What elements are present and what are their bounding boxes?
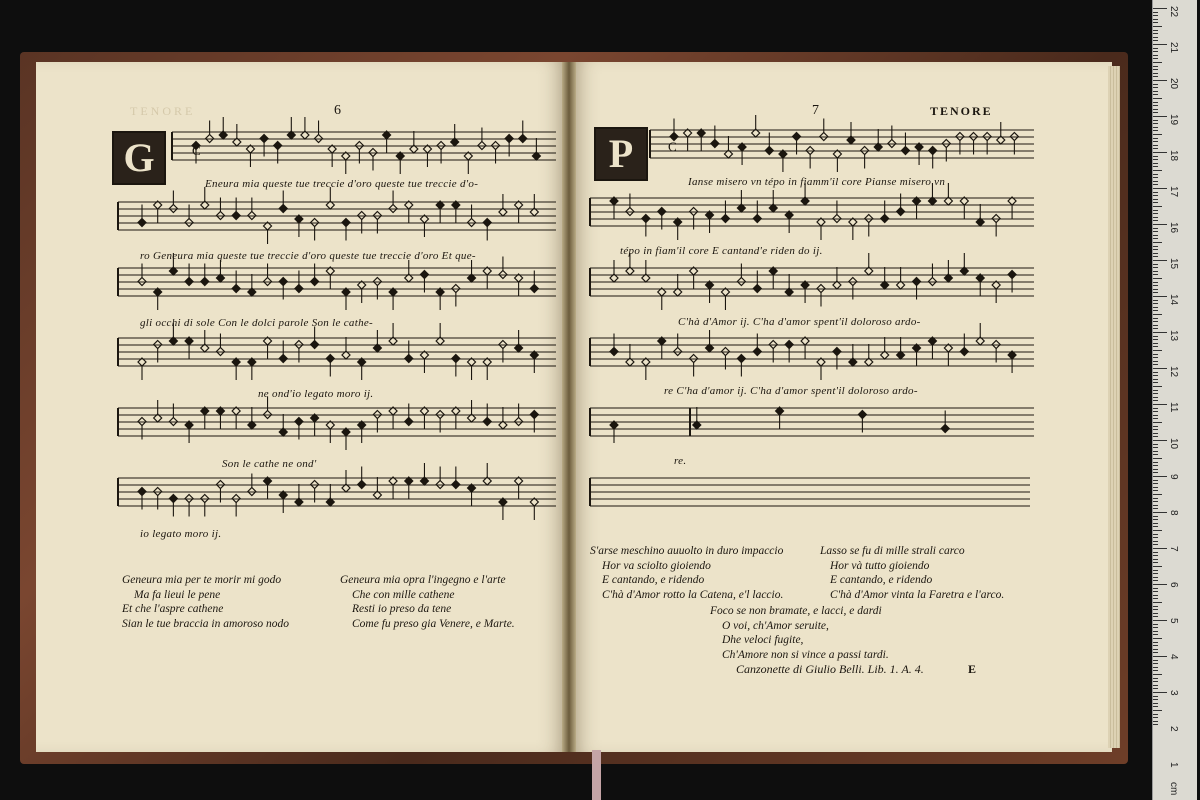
ruler-tick: [1153, 598, 1158, 599]
ruler-tick: [1153, 537, 1158, 538]
ruler-tick: [1153, 393, 1158, 394]
ruler-tick: [1153, 109, 1158, 110]
verse-line: Geneura mia opra l'ingegno e l'arte: [340, 574, 506, 586]
ruler-tick: [1153, 692, 1167, 693]
ruler-tick: [1153, 224, 1167, 225]
ruler-tick: [1153, 422, 1162, 423]
ruler-tick: [1153, 606, 1158, 607]
ruler-tick: [1153, 217, 1158, 218]
ruler-tick: [1153, 296, 1167, 297]
ruler-tick: [1153, 76, 1158, 77]
ruler-tick: [1153, 480, 1158, 481]
right-page-header: TENORE: [930, 104, 993, 118]
ruler-tick: [1153, 152, 1167, 153]
ruler-number: 16: [1168, 222, 1179, 234]
ruler-tick: [1153, 699, 1158, 700]
ruler-tick: [1153, 498, 1158, 499]
ruler-tick: [1153, 303, 1158, 304]
ruler-tick: [1153, 206, 1162, 207]
ruler-tick: [1153, 541, 1158, 542]
ruler-tick: [1153, 462, 1158, 463]
ruler-tick: [1153, 544, 1158, 545]
ruler-tick: [1153, 58, 1158, 59]
verse-line: Foco se non bramate, e lacci, e dardi: [710, 605, 882, 617]
right-verse-stanza-3: [710, 604, 889, 662]
ruler-tick: [1153, 476, 1167, 477]
ruler-tick: [1153, 494, 1162, 495]
music-staff: [590, 323, 1034, 380]
ruler-tick: [1153, 357, 1158, 358]
ruler-tick: [1153, 714, 1158, 715]
ruler-tick: [1153, 112, 1158, 113]
ruler-tick: [1153, 307, 1158, 308]
ruler-tick: [1153, 91, 1158, 92]
ruler-tick: [1153, 87, 1158, 88]
ruler-tick: [1153, 37, 1158, 38]
ruler-tick: [1153, 703, 1158, 704]
music-staff: [118, 187, 556, 244]
ruler-tick: [1153, 649, 1158, 650]
ruler-tick: [1153, 577, 1158, 578]
ruler-tick: [1153, 465, 1158, 466]
ruler-tick: [1153, 238, 1158, 239]
verse-line: Et che l'aspre cathene: [122, 603, 224, 615]
ruler-number: 20: [1168, 78, 1179, 90]
ruler-tick: [1153, 55, 1158, 56]
ruler-tick: [1153, 123, 1158, 124]
ruler-tick: [1153, 156, 1158, 157]
ruler-number: 21: [1168, 42, 1179, 54]
colophon: Canzonette di Giulio Belli. Lib. 1. A. 4.: [736, 662, 924, 676]
ruler-tick: [1153, 253, 1158, 254]
ruler-tick: [1153, 213, 1158, 214]
ruler-tick: [1153, 440, 1167, 441]
ruler-tick: [1153, 624, 1158, 625]
ruler-tick: [1153, 314, 1162, 315]
ruler-tick: [1153, 62, 1162, 63]
ruler-number: 1: [1168, 762, 1179, 768]
ruler-number: 4: [1168, 654, 1179, 660]
ruler-tick: [1153, 634, 1158, 635]
ruler-tick: [1153, 98, 1162, 99]
ruler-tick: [1153, 22, 1158, 23]
ruler-tick: [1153, 379, 1158, 380]
verse-line: Come fu preso gia Venere, e Marte.: [352, 617, 515, 630]
ruler-tick: [1153, 696, 1158, 697]
ruler-tick: [1153, 526, 1158, 527]
ruler-number: 10: [1168, 438, 1179, 450]
ruler-tick: [1153, 30, 1158, 31]
ruler-tick: [1153, 145, 1158, 146]
ruler-tick: [1153, 127, 1158, 128]
music-staff: [590, 407, 1034, 443]
right-clef: C: [668, 139, 677, 154]
verse-line: Resti io preso da tene: [352, 603, 452, 615]
right-page-number: 7: [812, 103, 819, 118]
ruler-tick: [1153, 436, 1158, 437]
right-verse-stanza-1: [590, 544, 783, 602]
ruler-tick: [1153, 94, 1158, 95]
ruler-tick: [1153, 706, 1158, 707]
left-page-number: 6: [334, 103, 341, 118]
ruler-number: 7: [1168, 546, 1179, 552]
ruler-number: 12: [1168, 366, 1179, 378]
ruler-tick: [1153, 210, 1158, 211]
ruler-tick: [1153, 274, 1158, 275]
music-staff: [590, 478, 1030, 506]
ruler-number: 14: [1168, 294, 1179, 306]
verse-line: Che con mille cathene: [352, 588, 455, 601]
left-lyric-line-6: io legato moro ij.: [140, 528, 222, 540]
ruler-tick: [1153, 458, 1162, 459]
ruler-tick: [1153, 195, 1158, 196]
verse-line: Dhe veloci fugite,: [722, 634, 804, 646]
ruler-tick: [1153, 642, 1158, 643]
ruler-tick: [1153, 620, 1167, 621]
verse-line: E cantando, e ridendo: [602, 574, 705, 586]
verse-line: Ch'Amore non si vince a passi tardi.: [722, 648, 889, 661]
ruler-tick: [1153, 231, 1158, 232]
ruler-tick: [1153, 300, 1158, 301]
ruler-tick: [1153, 278, 1162, 279]
ruler-tick: [1153, 426, 1158, 427]
ruler-tick: [1153, 548, 1167, 549]
ruler-tick: [1153, 289, 1158, 290]
verse-line: Geneura mia per te morir mi godo: [122, 574, 282, 586]
ruler-tick: [1153, 188, 1167, 189]
ruler-tick: [1153, 663, 1158, 664]
left-clef: C: [192, 143, 201, 158]
ruler-tick: [1153, 66, 1158, 67]
ruler-number: 9: [1168, 474, 1179, 480]
ruler-tick: [1153, 339, 1158, 340]
ruler-tick: [1153, 591, 1158, 592]
ruler-tick: [1153, 724, 1158, 725]
ruler-number: 11: [1168, 402, 1179, 413]
ruler-tick: [1153, 645, 1158, 646]
ruler-tick: [1153, 260, 1167, 261]
ruler-number: 6: [1168, 582, 1179, 588]
left-verse-stanza-1: [122, 573, 289, 631]
ruler-tick: [1153, 512, 1167, 513]
right-decorated-initial: P: [594, 127, 648, 181]
verse-line: Sian le tue braccia in amoroso nodo: [122, 617, 289, 630]
music-staff: [118, 323, 556, 380]
verse-line: Ma fa lieui le pene: [134, 588, 221, 601]
ruler-tick: [1153, 174, 1158, 175]
verse-line: S'arse meschino auuolto in duro impaccio: [590, 545, 784, 557]
right-lyric-line-2: tépo in fiam'il core E cantand'e riden do ij.: [620, 245, 823, 257]
verse-line: O voi, ch'Amor seruite,: [722, 619, 829, 632]
ruler-tick: [1153, 681, 1158, 682]
ruler-tick: [1153, 390, 1158, 391]
ruler-tick: [1153, 534, 1158, 535]
ruler-tick: [1153, 361, 1158, 362]
ruler-tick: [1153, 415, 1158, 416]
ruler-tick: [1153, 318, 1158, 319]
ruler-tick: [1153, 609, 1158, 610]
ruler-tick: [1153, 652, 1158, 653]
ruler-tick: [1153, 386, 1162, 387]
music-staff: [172, 117, 556, 174]
music-staff: [590, 253, 1034, 310]
ruler-tick: [1153, 523, 1158, 524]
ruler-tick: [1153, 613, 1158, 614]
ruler-number: 13: [1168, 330, 1179, 342]
ruler-tick: [1153, 454, 1158, 455]
ruler-tick: [1153, 678, 1158, 679]
ruler-tick: [1153, 80, 1167, 81]
ruler-tick: [1153, 519, 1158, 520]
ruler-tick: [1153, 638, 1162, 639]
ruler-tick: [1153, 336, 1158, 337]
right-lyric-line-5: re.: [674, 455, 687, 467]
ruler-tick: [1153, 130, 1158, 131]
ruler-tick: [1153, 246, 1158, 247]
ruler-tick: [1153, 469, 1158, 470]
ruler-tick: [1153, 562, 1158, 563]
ruler-number: 3: [1168, 690, 1179, 696]
ruler-unit: cm: [1168, 782, 1179, 796]
music-staff: [118, 397, 556, 451]
verse-line: Hor và tutto gioiendo: [830, 559, 930, 572]
left-verse-stanza-2: [340, 573, 515, 631]
ruler-tick: [1153, 19, 1158, 20]
ruler-tick: [1153, 285, 1158, 286]
ruler-tick: [1153, 674, 1162, 675]
ruler-tick: [1153, 552, 1158, 553]
signature-mark: E: [968, 662, 977, 676]
ruler-number: 15: [1168, 258, 1179, 270]
ruler-tick: [1153, 631, 1158, 632]
ruler-tick: [1153, 220, 1158, 221]
ruler-tick: [1153, 12, 1158, 13]
right-verse-stanza-2: [820, 544, 1004, 602]
verse-line: C'hà d'Amor rotto la Catena, e'l laccio.: [602, 588, 784, 601]
ruler-tick: [1153, 141, 1158, 142]
ruler-tick: [1153, 400, 1158, 401]
ruler-number: 17: [1168, 186, 1179, 198]
ruler-number: 5: [1168, 618, 1179, 624]
ruler-tick: [1153, 15, 1158, 16]
ruler-tick: [1153, 202, 1158, 203]
ruler-tick: [1153, 148, 1158, 149]
ruler-tick: [1153, 570, 1158, 571]
left-lyric-line-5: Son le cathe ne ond': [222, 458, 317, 470]
ruler-tick: [1153, 429, 1158, 430]
ruler-number: 18: [1168, 150, 1179, 162]
ruler-tick: [1153, 350, 1162, 351]
ruler-tick: [1153, 660, 1158, 661]
ruler-tick: [1153, 559, 1158, 560]
ruler-number: 2: [1168, 726, 1179, 732]
ruler-tick: [1153, 271, 1158, 272]
ruler-tick: [1153, 433, 1158, 434]
ruler-tick: [1153, 616, 1158, 617]
right-lyric-line-4: re C'ha d'amor ij. C'ha d'amor spent'il doloroso ardo-: [664, 385, 918, 397]
ruler-tick: [1153, 505, 1158, 506]
ruler-tick: [1153, 8, 1167, 9]
left-ghost-header: TENORE: [130, 104, 196, 118]
right-lyric-line-1: Ianse misero vn tépo in fiamm'il core Pianse misero vn: [688, 176, 946, 188]
ruler-tick: [1153, 69, 1158, 70]
ruler-tick: [1153, 192, 1158, 193]
measuring-ruler: [1152, 0, 1197, 800]
ruler-tick: [1153, 159, 1158, 160]
ruler-tick: [1153, 51, 1158, 52]
ruler-tick: [1153, 325, 1158, 326]
ruler-tick: [1153, 573, 1158, 574]
ruler-tick: [1153, 516, 1158, 517]
ruler-number: 8: [1168, 510, 1179, 516]
ruler-tick: [1153, 134, 1162, 135]
ruler-tick: [1153, 602, 1162, 603]
ruler-tick: [1153, 138, 1158, 139]
ruler-tick: [1153, 343, 1158, 344]
ruler-tick: [1153, 102, 1158, 103]
ruler-tick: [1153, 170, 1162, 171]
ruler-tick: [1153, 40, 1158, 41]
ruler-tick: [1153, 501, 1158, 502]
ruler-tick: [1153, 332, 1167, 333]
verse-line: C'hà d'Amor vinta la Faretra e l'arco.: [830, 588, 1005, 601]
ruler-tick: [1153, 670, 1158, 671]
ruler-tick: [1153, 584, 1167, 585]
verse-line: E cantando, e ridendo: [830, 574, 933, 586]
ruler-tick: [1153, 580, 1158, 581]
ruler-tick: [1153, 447, 1158, 448]
ruler-tick: [1153, 310, 1158, 311]
ruler-tick: [1153, 267, 1158, 268]
ruler-tick: [1153, 282, 1158, 283]
ruler-tick: [1153, 530, 1162, 531]
ruler-tick: [1153, 721, 1158, 722]
ruler-tick: [1153, 48, 1158, 49]
ruler-tick: [1153, 411, 1158, 412]
ruler-tick: [1153, 487, 1158, 488]
ruler-tick: [1153, 627, 1158, 628]
ruler-tick: [1153, 264, 1158, 265]
ruler-tick: [1153, 256, 1158, 257]
ruler-tick: [1153, 328, 1158, 329]
ruler-tick: [1153, 667, 1158, 668]
ruler-tick: [1153, 372, 1158, 373]
ruler-tick: [1153, 73, 1158, 74]
music-staff: [590, 183, 1034, 240]
ruler-tick: [1153, 490, 1158, 491]
left-decorated-initial: G: [112, 131, 166, 185]
ruler-tick: [1153, 84, 1158, 85]
ruler-tick: [1153, 418, 1158, 419]
ruler-tick: [1153, 26, 1162, 27]
ruler-tick: [1153, 588, 1158, 589]
verse-line: Lasso se fu di mille strali carco: [820, 545, 965, 557]
music-staff: [118, 463, 556, 520]
ruler-tick: [1153, 235, 1158, 236]
ruler-tick: [1153, 595, 1158, 596]
left-lyric-line-4: ne ond'io legato moro ij.: [258, 388, 374, 400]
ruler-tick: [1153, 451, 1158, 452]
right-lyric-line-3: C'hà d'Amor ij. C'ha d'amor spent'il doloroso ardo-: [678, 316, 921, 328]
ruler-tick: [1153, 33, 1158, 34]
music-staff: [650, 115, 1034, 172]
ruler-tick: [1153, 404, 1167, 405]
ruler-tick: [1153, 472, 1158, 473]
ruler-tick: [1153, 249, 1158, 250]
ruler-tick: [1153, 346, 1158, 347]
ruler-tick: [1153, 228, 1158, 229]
ruler-tick: [1153, 688, 1158, 689]
ruler-tick: [1153, 242, 1162, 243]
ruler-tick: [1153, 116, 1167, 117]
ruler-number: 19: [1168, 114, 1179, 126]
ruler-tick: [1153, 105, 1158, 106]
ruler-tick: [1153, 483, 1158, 484]
ruler-number: 22: [1168, 6, 1179, 18]
left-lyric-line-2: ro Geneura mia queste tue treccie d'oro queste tue treccie d'oro Et que-: [140, 250, 476, 262]
ruler-tick: [1153, 566, 1162, 567]
ruler-tick: [1153, 710, 1162, 711]
ruler-tick: [1153, 120, 1158, 121]
ruler-tick: [1153, 555, 1158, 556]
ruler-tick: [1153, 166, 1158, 167]
ruler-tick: [1153, 292, 1158, 293]
verse-line: Hor va sciolto gioiendo: [602, 559, 711, 572]
ruler-tick: [1153, 181, 1158, 182]
ruler-tick: [1153, 163, 1158, 164]
ruler-tick: [1153, 375, 1158, 376]
ruler-tick: [1153, 382, 1158, 383]
ruler-tick: [1153, 685, 1158, 686]
left-lyric-line-3: gli occhi di sole Con le dolci parole Son le cathe-: [140, 317, 374, 329]
ruler-tick: [1153, 397, 1158, 398]
ruler-tick: [1153, 177, 1158, 178]
ruler-tick: [1153, 321, 1158, 322]
left-lyric-line-1: Eneura mia queste tue treccie d'oro queste tue treccie d'o-: [205, 178, 479, 190]
ruler-tick: [1153, 408, 1158, 409]
ruler-tick: [1153, 354, 1158, 355]
ruler-tick: [1153, 656, 1167, 657]
ruler-tick: [1153, 444, 1158, 445]
ruler-tick: [1153, 184, 1158, 185]
ruler-tick: [1153, 368, 1167, 369]
ruler-tick: [1153, 717, 1158, 718]
ruler-tick: [1153, 364, 1158, 365]
ruler-tick: [1153, 199, 1158, 200]
ruler-tick: [1153, 508, 1158, 509]
ruler-tick: [1153, 44, 1167, 45]
